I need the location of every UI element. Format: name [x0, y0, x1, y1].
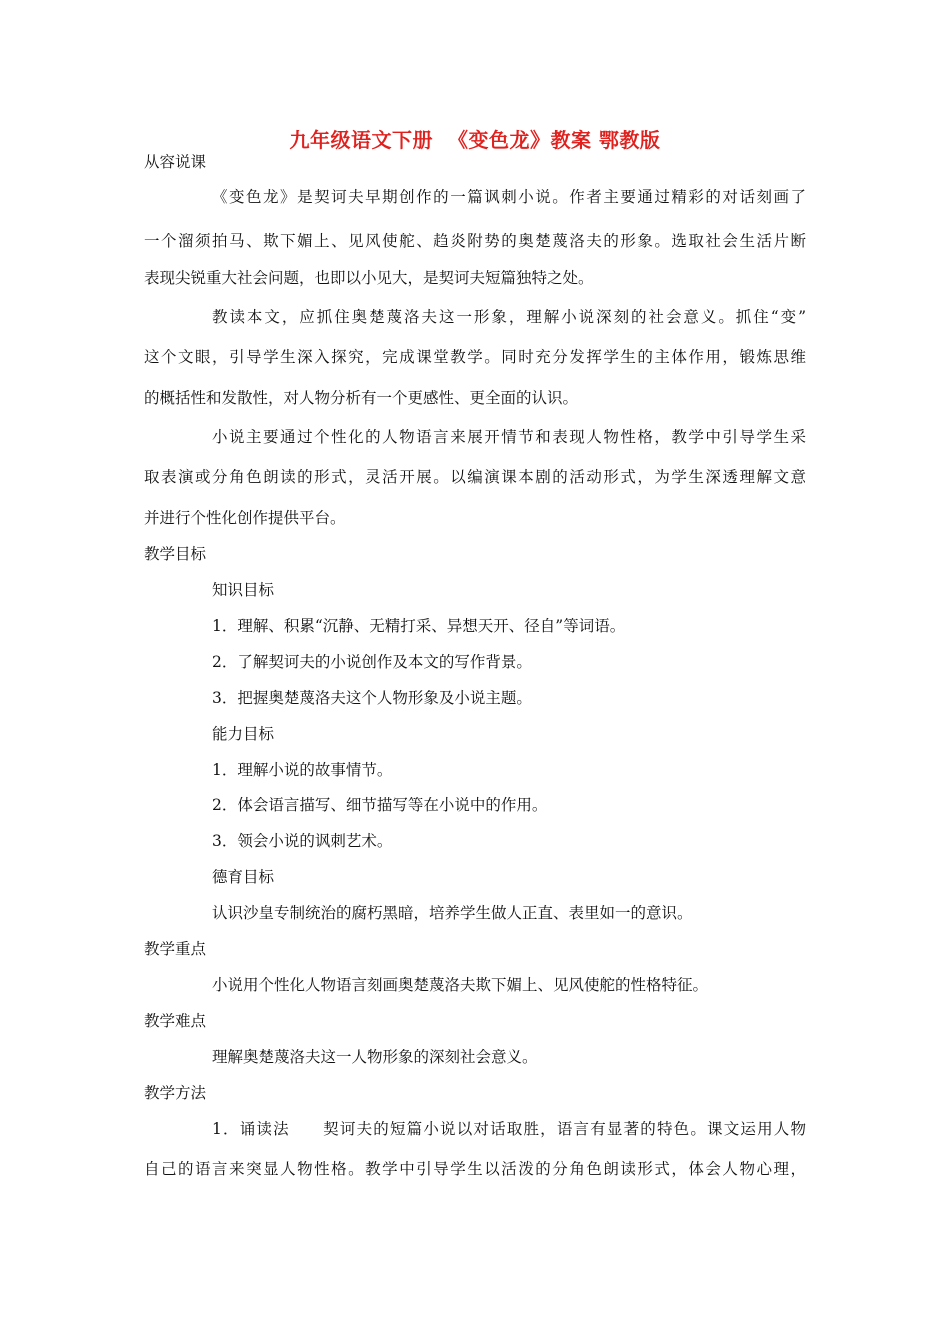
list-item: 1．理解、积累“沉静、无精打采、异想天开、径自”等词语。 — [212, 617, 626, 635]
paragraph-line: 教读本文，应抓住奥楚蔑洛夫这一形象，理解小说深刻的社会意义。抓住“变” — [212, 308, 806, 326]
paragraph-line: 《变色龙》是契诃夫早期创作的一篇讽刺小说。作者主要通过精彩的对话刻画了 — [212, 188, 806, 206]
paragraph-line: 小说主要通过个性化的人物语言来展开情节和表现人物性格，教学中引导学生采 — [212, 428, 806, 446]
subheading-ability: 能力目标 — [212, 725, 275, 743]
paragraph-line: 一个溜须拍马、欺下媚上、见风使舵、趋炎附势的奥楚蔑洛夫的形象。选取社会生活片断 — [144, 232, 806, 250]
paragraph-line: 的概括性和发散性，对人物分析有一个更感性、更全面的认识。 — [144, 389, 579, 407]
list-item: 1．理解小说的故事情节。 — [212, 761, 393, 779]
paragraph-line: 取表演或分角色朗读的形式，灵活开展。以编演课本剧的活动形式，为学生深透理解文意 — [144, 468, 806, 486]
section-heading-difficulty: 教学难点 — [144, 1012, 207, 1030]
list-item: 3．领会小说的讽刺艺术。 — [212, 832, 393, 850]
document-title: 九年级语文下册 《变色龙》教案 鄂教版 — [289, 128, 661, 152]
subheading-moral: 德育目标 — [212, 868, 275, 886]
paragraph-line: 自己的语言来突显人物性格。教学中引导学生以活泼的分角色朗读形式，体会人物心理， — [144, 1160, 806, 1178]
list-item: 2．了解契诃夫的小说创作及本文的写作背景。 — [212, 653, 532, 671]
paragraph-line: 1．诵读法 契诃夫的短篇小说以对话取胜，语言有显著的特色。课文运用人物 — [212, 1120, 806, 1138]
section-heading-method: 教学方法 — [144, 1084, 207, 1102]
paragraph-line: 认识沙皇专制统治的腐朽黑暗，培养学生做人正直、表里如一的意识。 — [212, 904, 693, 922]
subheading-knowledge: 知识目标 — [212, 581, 275, 599]
paragraph-line: 理解奥楚蔑洛夫这一人物形象的深刻社会意义。 — [212, 1048, 538, 1066]
paragraph-line: 小说用个性化人物语言刻画奥楚蔑洛夫欺下媚上、见风使舵的性格特征。 — [212, 976, 709, 994]
list-item: 2．体会语言描写、细节描写等在小说中的作用。 — [212, 796, 548, 814]
paragraph-line: 并进行个性化创作提供平台。 — [144, 509, 346, 527]
paragraph-line: 表现尖锐重大社会问题，也即以小见大，是契诃夫短篇独特之处。 — [144, 269, 594, 287]
list-item: 3．把握奥楚蔑洛夫这个人物形象及小说主题。 — [212, 689, 532, 707]
section-heading-focus: 教学重点 — [144, 940, 207, 958]
section-heading-goals: 教学目标 — [144, 545, 207, 563]
paragraph-line: 这个文眼，引导学生深入探究，完成课堂教学。同时充分发挥学生的主体作用，锻炼思维 — [144, 348, 806, 366]
section-heading-congrong: 从容说课 — [144, 153, 207, 171]
